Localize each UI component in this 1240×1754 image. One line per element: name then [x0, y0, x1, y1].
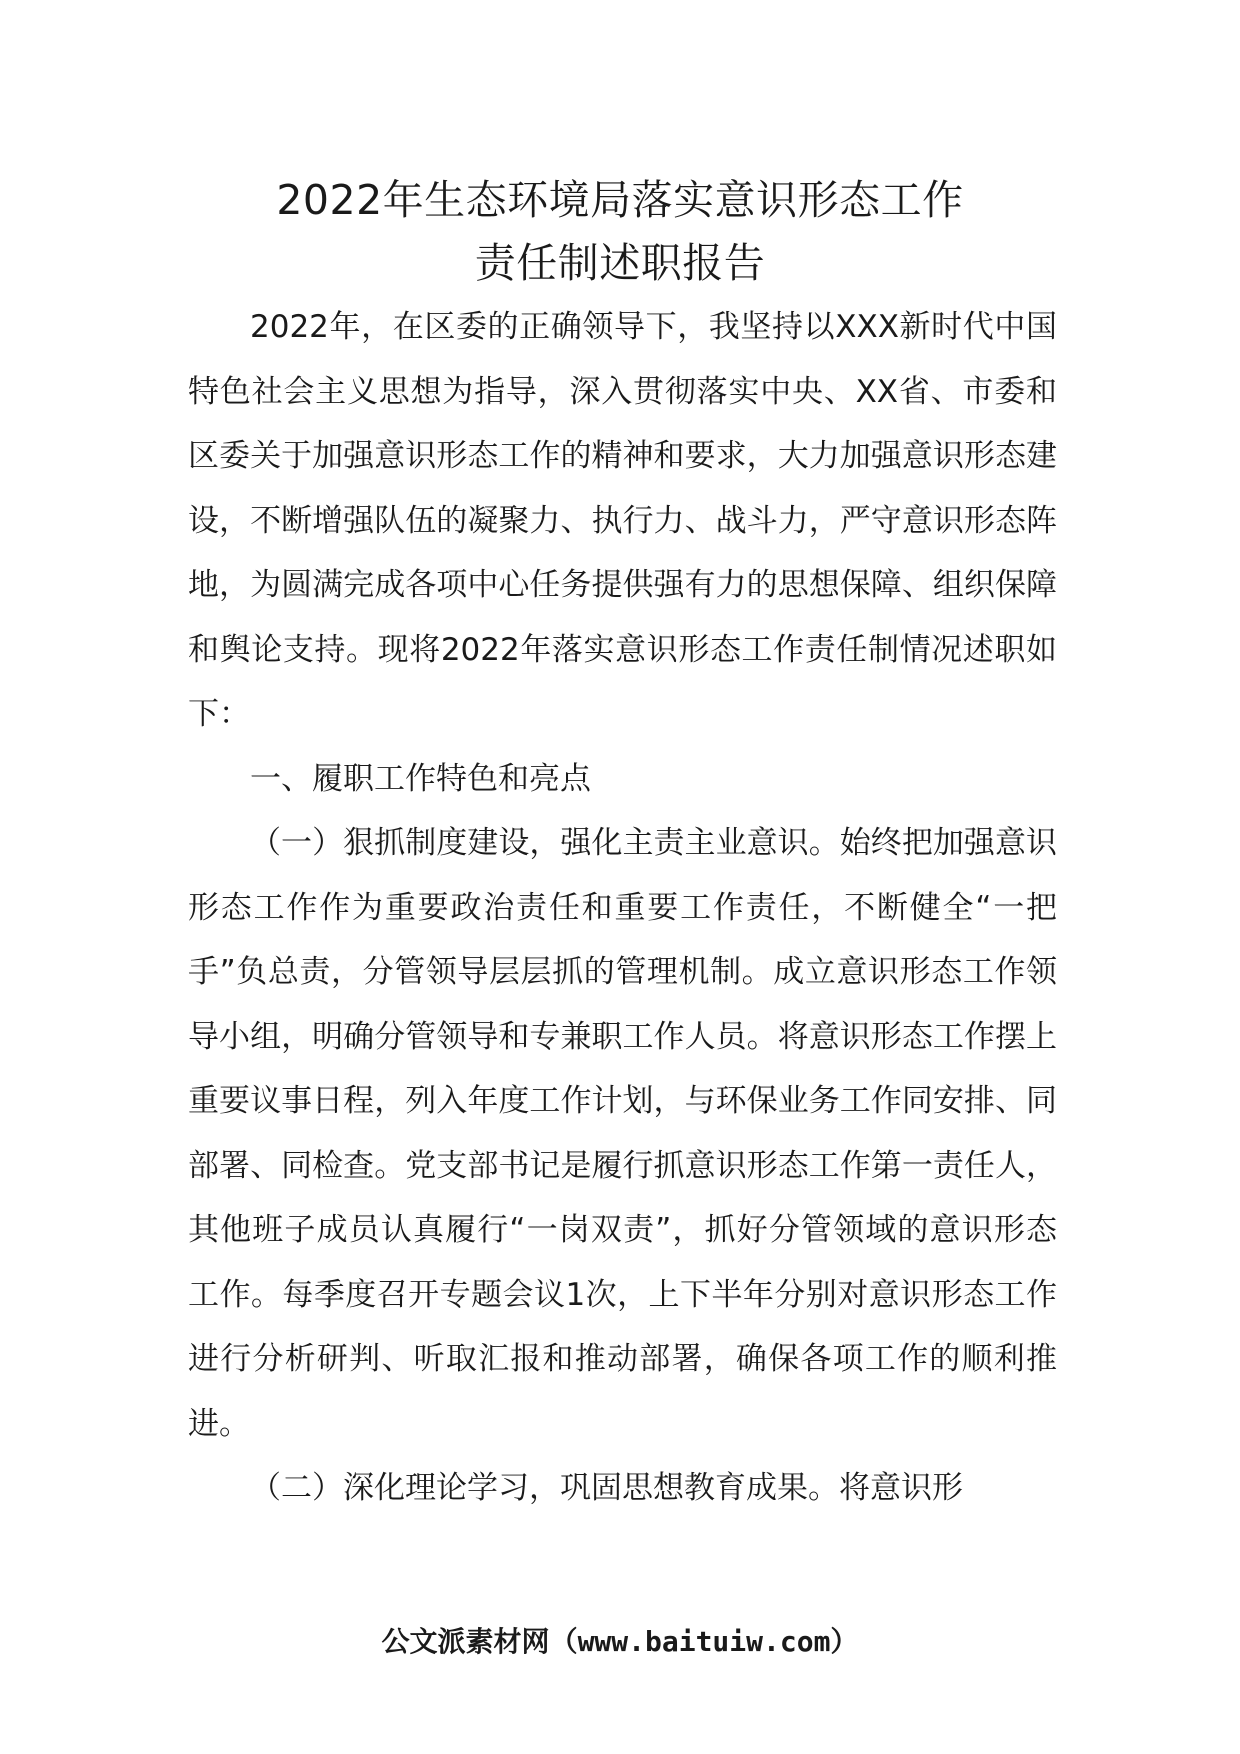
- body-paragraph-1: （一）狠抓制度建设，强化主责主业意识。始终把加强意识形态工作作为重要政治责任和重要工作责任，不断健全“一把手”负总责，分管领导层层抓的管理机制。成立意识形态工作领导小组，明确分管领导和专兼职工作人员。将意识形态工作摆上重要议事日程，列入年度工作计划，与环保业务工作同安排、同部署、同检查。党支部书记是履行抓意识形态工作第一责任人，其他班子成员认真履行“一岗双责”，抓好分管领域的意识形态工作。每季度召开专题会议1次，上下半年分别对意识形态工作进行分析研判、听取汇报和推动部署，确保各项工作的顺利推进。: [188, 825, 1057, 1442]
- document-body: [188, 295, 1057, 1521]
- intro-paragraph: 2022年，在区委的正确领导下，我坚持以XXX新时代中国特色社会主义思想为指导，深入贯彻落实中央、XX省、市委和区委关于加强意识形态工作的精神和要求，大力加强意识形态建设，不断增强队伍的凝聚力、执行力、战斗力，严守意识形态阵地，为圆满完成各项中心任务提供强有力的思想保障、组织保障和舆论支持。现将2022年落实意识形态工作责任制情况述职如下：: [188, 309, 1057, 732]
- body-paragraph-2: （二）深化理论学习，巩固思想教育成果。将意识形: [250, 1470, 963, 1506]
- document-title-line-1: 2022年生态环境局落实意识形态工作: [276, 176, 964, 224]
- section-heading: 一、履职工作特色和亮点: [250, 760, 591, 797]
- footer-url: （www.baituiw.com）: [549, 1625, 859, 1658]
- watermark-footer: [0, 1622, 1240, 1662]
- footer-brand: 公文派素材网: [381, 1625, 550, 1658]
- document-title-line-2: 责任制述职报告: [474, 239, 766, 287]
